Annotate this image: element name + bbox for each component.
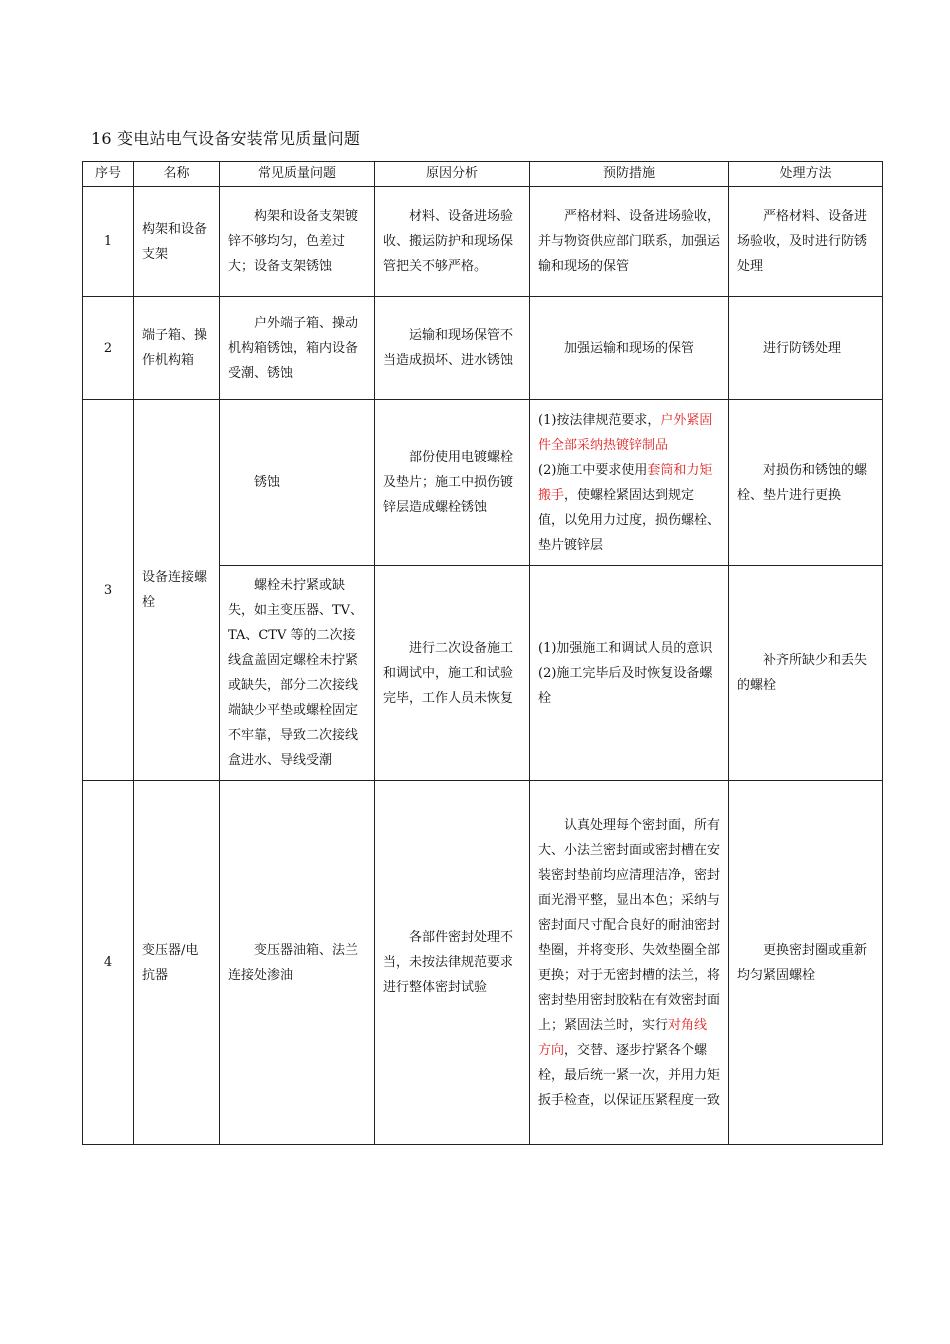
- row-number: 4: [83, 781, 134, 1145]
- cause-cell: 部份使用电镀螺栓及垫片；施工中损伤镀锌层造成螺栓锈蚀: [375, 400, 530, 566]
- item-name: 变压器/电抗器: [134, 781, 220, 1145]
- quality-issues-table: [82, 161, 883, 1145]
- header-name: 名称: [134, 162, 220, 187]
- problem-cell: 户外端子箱、操动机构箱锈蚀，箱内设备受潮、锈蚀: [220, 297, 375, 400]
- prevention-item-2: (2)施工中要求使用套筒和力矩搬手，使螺栓紧固达到规定值，以免用力过度，损伤螺栓、垫片镀锌层: [538, 462, 721, 553]
- prevention-item-1: (1)按法律规范要求，户外紧固件全部采纳热镀锌制品: [538, 412, 713, 453]
- prevention-cell: 加强运输和现场的保管: [530, 297, 729, 400]
- header-no: 序号: [83, 162, 134, 187]
- item-name: 设备连接螺栓: [134, 400, 220, 781]
- table-row: [83, 187, 883, 297]
- problem-cell: 锈蚀: [220, 400, 375, 566]
- problem-cell: 螺栓未拧紧或缺失，如主变压器、TV、TA、CTV 等的二次接线盒盖固定螺栓未拧紧或缺失，部分二次接线端缺少平垫或螺栓固定不牢靠，导致二次接线盒进水、导线受潮: [220, 566, 375, 781]
- treatment-cell: 补齐所缺少和丢失的螺栓: [729, 566, 883, 781]
- prevention-cell: 认真处理每个密封面，所有大、小法兰密封面或密封槽在安装密封垫前均应清理洁净，密封面光滑平整，显出本色；采纳与密封面尺寸配合良好的耐油密封垫圈，并将变形、失效垫圈全部更换；对于无密封槽的法兰，将密封垫用密封胶粘在有效密封面上；紧固法兰时，实行对角线方向，交替、逐步拧紧各个螺栓，最后统一紧一次，并用力矩扳手检查，以保证压紧程度一致: [530, 781, 729, 1145]
- treatment-cell: 进行防锈处理: [729, 297, 883, 400]
- cause-cell: 各部件密封处理不当，未按法律规范要求进行整体密封试验: [375, 781, 530, 1145]
- prevention-cell: 严格材料、设备进场验收，并与物资供应部门联系，加强运输和现场的保管: [530, 187, 729, 297]
- table-row: [83, 400, 883, 566]
- prevention-cell: [530, 400, 729, 566]
- row-number: 2: [83, 297, 134, 400]
- row-number: 1: [83, 187, 134, 297]
- cause-cell: 运输和现场保管不当造成损坏、进水锈蚀: [375, 297, 530, 400]
- problem-cell: 变压器油箱、法兰连接处渗油: [220, 781, 375, 1145]
- treatment-cell: 更换密封圈或重新均匀紧固螺栓: [729, 781, 883, 1145]
- cause-cell: 材料、设备进场验收、搬运防护和现场保管把关不够严格。: [375, 187, 530, 297]
- table-row: [83, 297, 883, 400]
- highlight-text: 对角线方向: [538, 1017, 708, 1058]
- header-prevention: 预防措施: [530, 162, 729, 187]
- treatment-cell: 对损伤和锈蚀的螺栓、垫片进行更换: [729, 400, 883, 566]
- treatment-cell: 严格材料、设备进场验收，及时进行防锈处理: [729, 187, 883, 297]
- highlight-text: 户外紧固件全部采纳热镀锌制品: [538, 412, 713, 453]
- item-name: 构架和设备支架: [134, 187, 220, 297]
- problem-cell: 构架和设备支架镀锌不够均匀，色差过大；设备支架锈蚀: [220, 187, 375, 297]
- row-number: 3: [83, 400, 134, 781]
- header-treatment: 处理方法: [729, 162, 883, 187]
- item-name: 端子箱、操作机构箱: [134, 297, 220, 400]
- header-cause: 原因分析: [375, 162, 530, 187]
- table-row: [83, 781, 883, 1145]
- highlight-text: 套筒和力矩搬手: [538, 462, 713, 503]
- page-title: 16 变电站电气设备安装常见质量问题: [91, 129, 361, 148]
- table-header-row: [83, 162, 883, 187]
- prevention-cell: [530, 566, 729, 781]
- prevention-item-2: (2)施工完毕后及时恢复设备螺栓: [538, 665, 713, 706]
- header-problem: 常见质量问题: [220, 162, 375, 187]
- prevention-item-1: (1)加强施工和调试人员的意识: [538, 640, 713, 656]
- cause-cell: 进行二次设备施工和调试中，施工和试验完毕，工作人员未恢复: [375, 566, 530, 781]
